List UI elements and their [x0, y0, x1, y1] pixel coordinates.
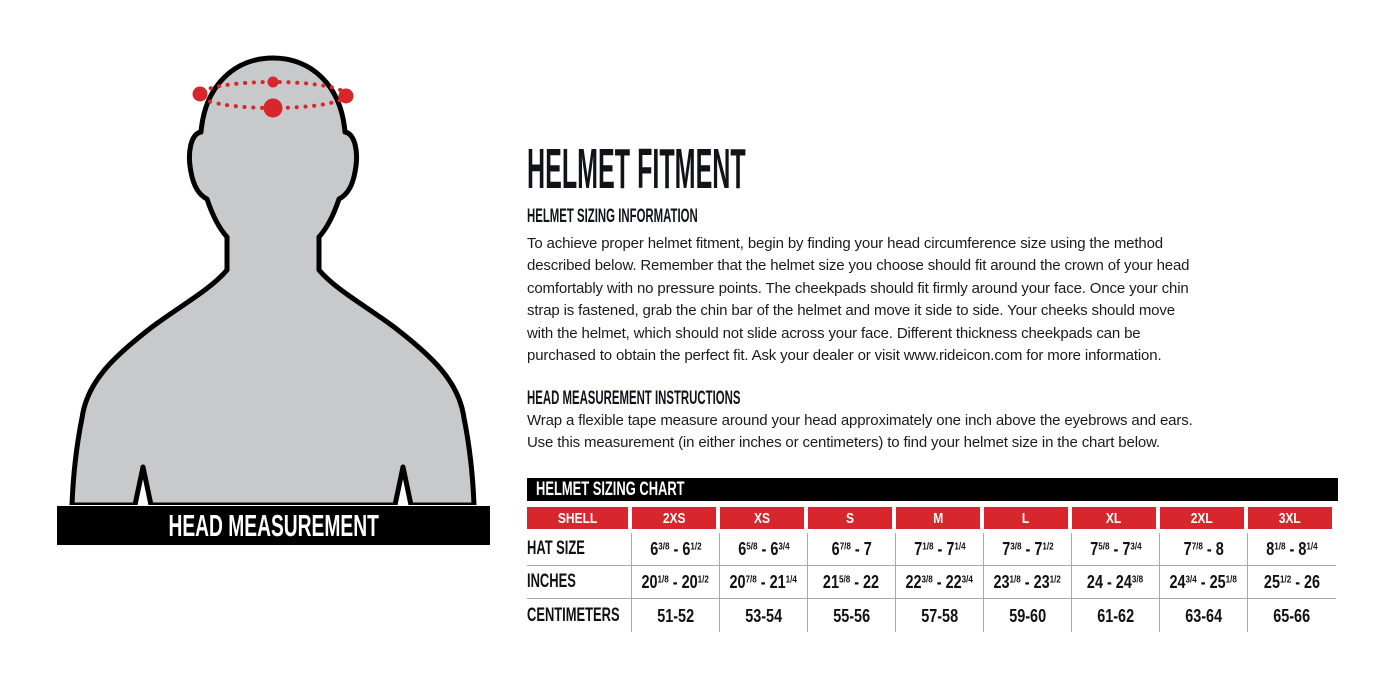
size-cell-value: $23^{1/8} - 23^{1/2}$ — [993, 571, 1062, 592]
size-cell — [632, 566, 720, 599]
size-table-row-inches — [527, 566, 1338, 599]
size-cell-value: $8^{1/8} - 8^{1/4}$ — [1266, 538, 1318, 559]
column-header-3xl — [1248, 507, 1332, 529]
column-header-label: 3XL — [1278, 509, 1301, 527]
size-cell — [1248, 566, 1336, 599]
section-heading-head-measurement-instructions: HEAD MEASUREMENT INSTRUCTIONS — [527, 388, 741, 409]
size-cell-value: $25^{1/2} - 26$ — [1263, 571, 1321, 592]
size-cell — [896, 533, 984, 566]
size-cell — [632, 533, 720, 566]
size-table-header-row — [527, 507, 1338, 529]
row-label-text: HAT SIZE — [527, 538, 585, 559]
size-cell-value: 55-56 — [833, 604, 870, 626]
size-cell — [808, 533, 896, 566]
column-header-label: SHELL — [557, 509, 598, 527]
helmet-sizing-information-text: To achieve proper helmet fitment, begin by finding your head circumference size using the method described below. Remember that the helmet size you choose should fit around the crown of your head comfortably with no pressure points. The cheekpads should fit firmly around your face. Once your chin strap is fastened, grab the chin bar of the helmet and move it side to side. Your cheeks should move with the helmet, which should not slide across your face. Different thickness cheekpads can be purchased to obtain the perfect fit. Ask your dealer or visit www.rideicon.com for more information. — [527, 235, 1190, 365]
size-table-row-hat-size — [527, 533, 1338, 566]
column-header-2xl — [1160, 507, 1244, 529]
size-cell-value: 53-54 — [745, 604, 782, 626]
column-header-label: S — [845, 509, 854, 527]
size-cell-value: $6^{7/8} - 7$ — [831, 538, 872, 559]
column-header-s — [808, 507, 892, 529]
column-header-shell — [527, 507, 628, 529]
column-header-label: M — [933, 509, 943, 527]
size-cell-value: 57-58 — [921, 604, 958, 626]
size-cell-value: 65-66 — [1273, 604, 1311, 626]
size-cell-value: $6^{5/8} - 6^{3/4}$ — [737, 538, 790, 559]
size-cell-value: $24 - 24^{3/8}$ — [1087, 571, 1144, 592]
column-header-label: XS — [753, 509, 770, 527]
size-cell — [984, 566, 1072, 599]
size-cell — [808, 566, 896, 599]
size-cell-value: 59-60 — [1009, 604, 1046, 626]
size-cell — [1248, 533, 1336, 566]
size-cell-value: 63-64 — [1185, 604, 1222, 626]
size-cell — [1160, 533, 1248, 566]
chart-title-bar — [527, 478, 1338, 501]
size-cell-value: $7^{7/8} - 8$ — [1183, 538, 1224, 559]
tape-dot-front — [264, 99, 283, 118]
column-header-label: L — [1022, 509, 1030, 527]
page-title: HELMET FITMENT — [527, 137, 746, 201]
figure-caption-text: HEAD MEASUREMENT — [168, 508, 379, 543]
column-header-m — [896, 507, 980, 529]
column-header-l — [984, 507, 1068, 529]
column-header-xl — [1072, 507, 1156, 529]
size-cell-value: $7^{3/8} - 7^{1/2}$ — [1001, 538, 1054, 559]
size-cell-value: $7^{1/8} - 7^{1/4}$ — [913, 538, 966, 559]
helmet-sizing-table — [527, 507, 1338, 632]
size-cell-value: 61-62 — [1097, 604, 1134, 626]
body-silhouette-path — [72, 58, 474, 505]
head-measurement-figure — [55, 40, 495, 505]
row-label-text: INCHES — [527, 571, 576, 592]
chart-title-text: HELMET SIZING CHART — [536, 479, 685, 500]
row-label — [527, 533, 632, 566]
size-cell — [896, 599, 984, 632]
size-table-row-centimeters — [527, 599, 1338, 632]
size-cell — [1160, 566, 1248, 599]
size-cell-value: 51-52 — [657, 604, 694, 626]
tape-dot-right — [339, 89, 354, 104]
column-header-label: 2XL — [1190, 509, 1213, 527]
column-header-2xs — [632, 507, 716, 529]
row-label — [527, 599, 632, 632]
size-cell — [808, 599, 896, 632]
size-cell — [720, 566, 808, 599]
column-header-label: 2XS — [662, 509, 686, 527]
row-label-text: CENTIMETERS — [527, 604, 620, 626]
size-cell — [896, 566, 984, 599]
size-cell — [1072, 599, 1160, 632]
size-cell — [720, 533, 808, 566]
size-cell — [720, 599, 808, 632]
tape-dot-left — [193, 87, 208, 102]
row-label — [527, 566, 632, 599]
size-cell — [984, 599, 1072, 632]
size-cell-value: $21^{5/8} - 22$ — [823, 571, 880, 592]
size-cell-value: $24^{3/4} - 25^{1/8}$ — [1169, 571, 1238, 592]
column-header-label: XL — [1106, 509, 1122, 527]
size-cell — [1072, 533, 1160, 566]
size-cell — [1248, 599, 1336, 632]
size-cell — [632, 599, 720, 632]
figure-caption-banner — [57, 506, 490, 545]
column-header-xs — [720, 507, 804, 529]
size-cell — [984, 533, 1072, 566]
size-cell-value: $6^{3/8} - 6^{1/2}$ — [649, 538, 702, 559]
body-silhouette — [55, 40, 495, 505]
size-cell — [1160, 599, 1248, 632]
size-cell-value: $22^{3/8} - 22^{3/4}$ — [905, 571, 974, 592]
section-heading-helmet-sizing-information: HELMET SIZING INFORMATION — [527, 206, 698, 227]
head-measurement-instructions-text: Wrap a flexible tape measure around your head approximately one inch above the eyebrows and ears. Use this measurement (in either inches or centimeters) to find your helmet size in the chart below. — [527, 412, 1193, 452]
size-cell-value: $7^{5/8} - 7^{3/4}$ — [1089, 538, 1142, 559]
content-column — [527, 0, 1342, 686]
size-cell-value: $20^{7/8} - 21^{1/4}$ — [729, 571, 798, 592]
size-cell-value: $20^{1/8} - 20^{1/2}$ — [641, 571, 710, 592]
size-cell — [1072, 566, 1160, 599]
tape-dot-top — [268, 77, 279, 88]
